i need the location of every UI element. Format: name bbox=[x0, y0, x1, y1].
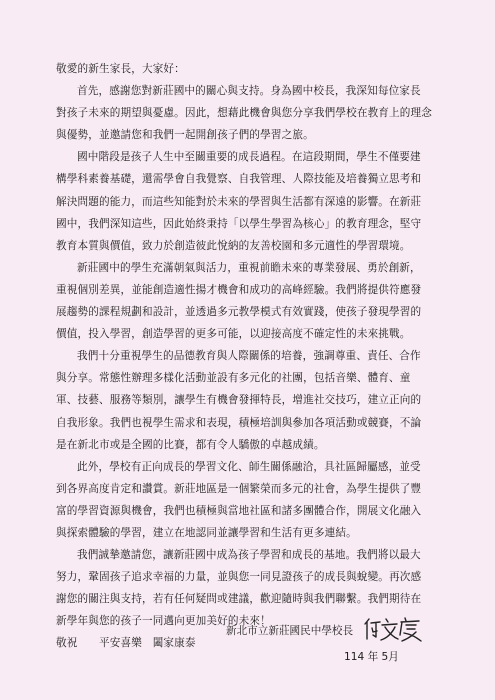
paragraph-line: 軍、技藝、服務等類別，讓學生有機會發揮特長，增進社交技巧，建立正向的 bbox=[56, 394, 422, 407]
paragraph-line: 重視個別差異，並能創造適性揚才機會和成功的高峰經驗。我們將提供符應發 bbox=[56, 283, 422, 296]
letter-closing: 敬祝 平安喜樂 闔家康泰 bbox=[56, 637, 196, 650]
paragraph-line: 構學科素養基礎，還需學會自我覺察、自我管理、人際技能及培養獨立思考和 bbox=[56, 173, 422, 186]
paragraph-line: 是在新北市或是全國的比賽，都有令人驕傲的卓越成績。 bbox=[56, 438, 325, 451]
paragraph-line: 國中階段是孩子人生中至關重要的成長過程。在這段期間，學生不僅要建 bbox=[77, 151, 421, 164]
paragraph-line: 價值，投入學習，創造學習的更多可能，以迎接高度不確定性的未來挑戰。 bbox=[56, 328, 411, 341]
letter-greeting: 敬愛的新生家長，大家好： bbox=[56, 63, 185, 75]
paragraph-line: 新莊國中的學生充滿朝氣與活力，重視前瞻未來的專業發展、勇於創新， bbox=[77, 261, 421, 274]
signature-row bbox=[226, 615, 456, 641]
paragraph-line: 解決問題的能力，而這些知能對於未來的學習與生活都有深遠的影響。在新莊 bbox=[56, 195, 422, 208]
paragraph-line: 我們誠摯邀請您，讓新莊國中成為孩子學習和成長的基地。我們將以最大 bbox=[77, 549, 421, 562]
paragraph-line: 努力，鞏固孩子追求幸福的力量，並與您一同見證孩子的成長與蛻變。再次感 bbox=[56, 571, 422, 584]
paragraph-students bbox=[56, 257, 448, 345]
paragraph-line: 我們十分重視學生的品德教育與人際關係的培養，強調尊重、責任、合作 bbox=[77, 350, 421, 363]
paragraph-line: 與優勢，並邀請您和我們一起開創孩子們的學習之旅。 bbox=[56, 129, 314, 142]
paragraph-junior-high-stage bbox=[56, 146, 448, 256]
paragraph-line: 此外，學校有正向成長的學習文化、師生關係融洽，具社區歸屬感，並受 bbox=[77, 460, 421, 473]
paragraph-line: 新學年與您的孩子一同邁向更加美好的未來！ bbox=[56, 615, 271, 628]
paragraph-character-education bbox=[56, 345, 448, 455]
paragraph-line: 與探索體驗的學習，建立在地認同並讓學習和生活有更多連結。 bbox=[56, 526, 357, 539]
paragraph-school-culture bbox=[56, 456, 448, 544]
paragraph-line: 到各界高度肯定和讚賞。新莊地區是一個繁榮而多元的社會，為學生提供了豐 bbox=[56, 482, 422, 495]
paragraph-line: 教育本質與價值，致力於創造彼此悅納的友善校園和多元適性的學習環境。 bbox=[56, 239, 411, 252]
signature-block bbox=[226, 615, 456, 664]
paragraph-line: 自我形象。我們也視學生需求和表現，積極培訓與參加各項活動或競賽，不論 bbox=[56, 416, 422, 429]
paragraph-intro bbox=[56, 80, 448, 146]
paragraph-line: 首先，感謝您對新莊國中的關心與支持。身為國中校長，我深知每位家長 bbox=[77, 85, 421, 98]
paragraph-line: 富的學習資源與機會，我們也積極與當地社區和諸多團體合作，開展文化融入 bbox=[56, 504, 422, 517]
paragraph-line: 與分享。常態性辦理多樣化活動並設有多元化的社團，包括音樂、體育、童 bbox=[56, 372, 411, 385]
principal-title: 新北市立新莊國民中學校長 bbox=[226, 625, 354, 637]
paragraph-line: 謝您的關注與支持，若有任何疑問或建議，歡迎隨時與我們聯繫。我們期待在 bbox=[56, 593, 422, 606]
handwritten-signature bbox=[361, 615, 425, 643]
paragraph-line: 對孩子未來的期望與憂慮。因此，想藉此機會與您分享我們學校在教育上的理念 bbox=[56, 107, 433, 120]
letter-date: 114 年 5月 bbox=[344, 651, 399, 663]
paragraph-line: 國中，我們深知這些，因此始終秉持「以學生學習為核心」的教育理念，堅守 bbox=[56, 217, 422, 230]
paragraph-line: 展趨勢的課程規劃和設計，並透過多元教學模式有效實踐，使孩子發現學習的 bbox=[56, 306, 422, 319]
letter-body bbox=[56, 58, 448, 655]
